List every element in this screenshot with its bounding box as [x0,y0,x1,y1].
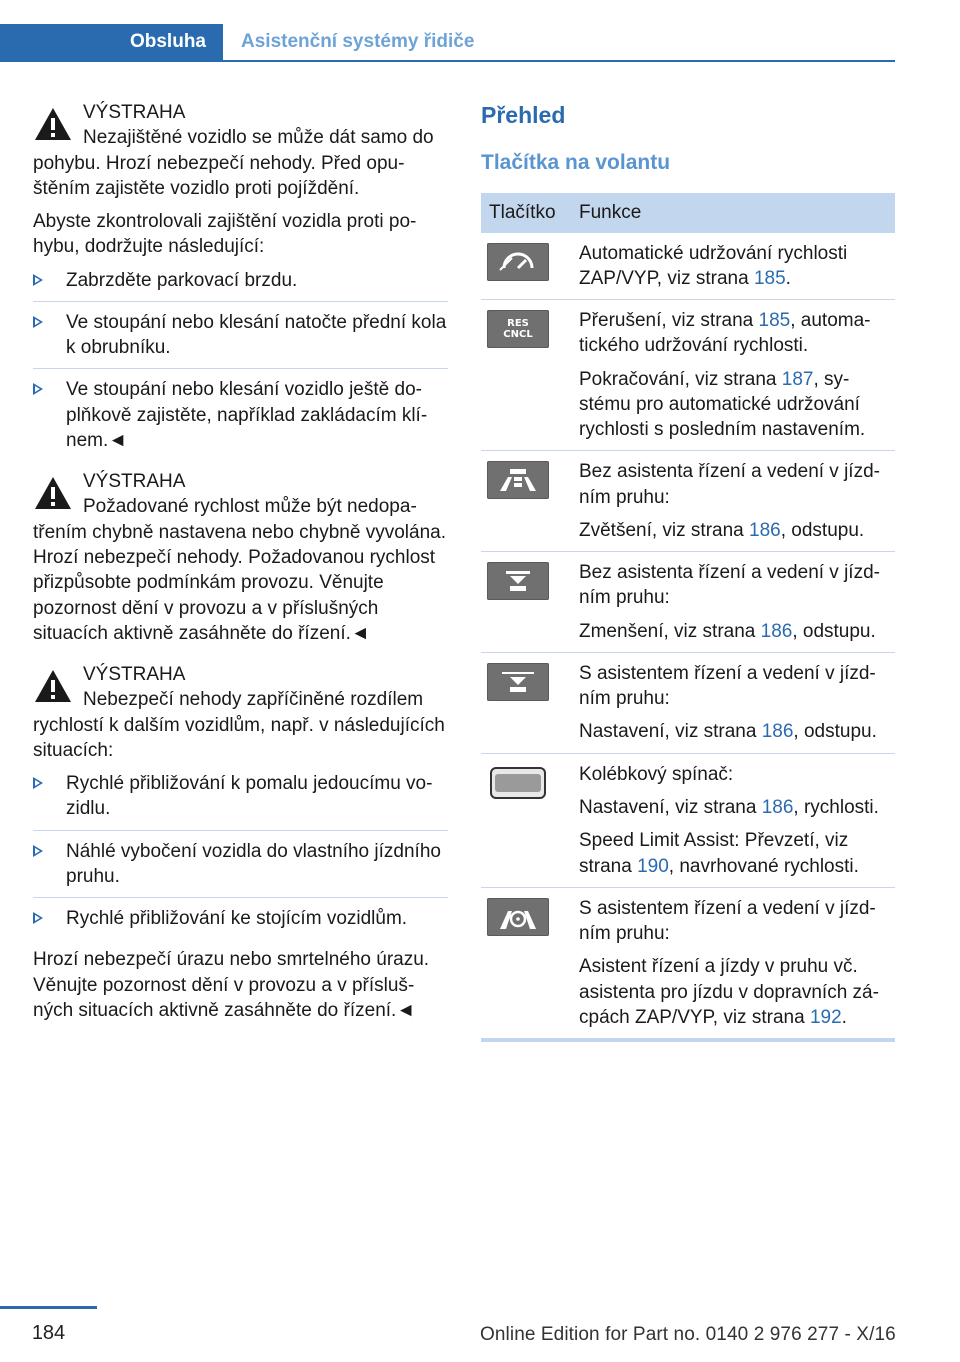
triangle-bullet-icon [33,383,43,395]
triangle-bullet-icon [33,777,43,789]
paragraph: Hrozí nebezpečí úrazu nebo smrtelného úrazu. Věnujte pozornost dění v provozu a v příslušných situacích aktivně zasáhněte do řízení.◄ [33,949,430,1021]
description-text: Bez asistenta řízení a vedení v jízdním pruhu: [579,562,880,609]
page-link[interactable]: 186 [761,721,794,743]
function-cell [571,300,895,451]
distance-decrease-icon [487,562,549,600]
table-row [481,753,895,887]
description-text: Přerušení, viz strana [579,310,759,332]
function-cell [571,753,895,887]
table-row [481,233,895,300]
cruise-control-onoff-icon [487,243,549,281]
warning-icon [33,668,73,704]
description-text: , odstupu. [780,519,865,541]
table-header-row [481,193,895,233]
column-header-button: Tlačítko [481,193,571,233]
description-text: . [785,267,791,289]
section-subheading: Tlačítka na volantu [481,150,671,174]
description-text: , rychlosti. [793,797,879,819]
right-column [481,100,895,1042]
function-cell [571,652,895,753]
distance-set-icon [487,663,549,701]
function-cell [571,887,895,1040]
paragraph: Abyste zkontrolovali zajištění vozidla proti pohybu, dodržujte následující: [33,211,417,258]
description-text: Pokračování, viz strana [579,368,782,390]
page-link[interactable]: 185 [753,267,786,289]
steering-buttons-table [481,193,895,1043]
function-description [579,619,887,644]
header-rule [0,60,895,62]
distance-increase-icon [487,461,549,499]
description-text: Nastavení, viz strana [579,721,762,743]
warning-text: Požadované rychlost může být nedopatřením chybně nastavena nebo chybně vyvolána. Hrozí nebezpečí nehody. Požadovanou rychlost přizpůsobte podmínkám provozu. Věnujte pozornost dění v provozu a v příslušných situacích aktivně zasáhněte do řízení.◄ [33,496,446,644]
function-description [579,896,887,947]
function-cell [571,233,895,300]
triangle-bullet-icon [33,845,43,857]
description-text: Bez asistenta řízení a vedení v jízdním pruhu: [579,461,880,508]
function-description [579,459,887,510]
list-item: Rychlé přibližování k pomalu jedoucímu vozidlu. [33,771,448,831]
page-link[interactable]: 190 [637,855,669,877]
description-text: Nastavení, viz strana [579,797,762,819]
description-text: , systému pro automatické udržování rychlosti s posledním nastavením. [579,368,866,441]
list-item: Ve stoupání nebo klesání natočte přední kola k obrubníku. [33,310,448,370]
page-link[interactable]: 186 [760,620,793,642]
triangle-bullet-icon [33,912,43,924]
situation-list [33,771,448,939]
header-tabs [0,24,895,62]
function-description [579,954,887,1030]
button-cell [481,552,571,653]
description-text: . [841,1006,847,1028]
function-description [579,560,887,611]
description-text: Zmenšení, viz strana [579,620,761,642]
function-cell [571,451,895,552]
page-link[interactable]: 187 [781,368,814,390]
description-text: , odstupu. [793,721,877,743]
list-item: Ve stoupání nebo klesání vozidlo ještě doplňkově zajistěte, například zakládacím klínem.◄ [33,377,448,461]
description-text: , automatického udržování rychlosti. [579,310,871,357]
page-link[interactable]: 192 [809,1006,842,1028]
warning-block [33,662,448,763]
edition-note: Online Edition for Part no. 0140 2 976 277 - X/16 [480,1324,896,1345]
button-cell [481,887,571,1040]
tab-assistance-systems[interactable]: Asistenční systémy řidiče [241,31,475,53]
table-row [481,652,895,753]
description-text: Asistent řízení a jízdy v pruhu vč. asistenta pro jízdu v dopravních zácpách ZAP/VYP, viz strana [579,956,879,1028]
warning-heading: VÝSTRAHA [83,664,186,686]
page-link[interactable]: 186 [761,797,794,819]
steering-assistant-icon [487,898,549,936]
warning-heading: VÝSTRAHA [83,102,186,123]
triangle-bullet-icon [33,316,43,328]
page-link[interactable]: 185 [758,310,791,332]
button-cell [481,300,571,451]
left-column [33,100,448,1031]
page-link[interactable]: 186 [749,519,781,541]
warning-block [33,100,448,201]
function-description [579,518,887,543]
description-text: S asistentem řízení a vedení v jízdním pruhu: [579,662,876,710]
triangle-bullet-icon [33,274,43,286]
column-header-function: Funkce [571,193,895,233]
list-item: Zabrzděte parkovací brzdu. [33,268,448,302]
page-number: 184 [31,1322,66,1344]
function-description [579,828,887,879]
tab-obsluha[interactable]: Obsluha [0,24,223,60]
res-cncl-icon: RES CNCL [487,310,549,348]
table-row [481,300,895,451]
list-item: Náhlé vybočení vozidla do vlastního jízdního pruhu. [33,839,448,899]
button-cell [481,233,571,300]
description-text: S asistentem řízení a vedení v jízdním pruhu: [579,897,876,945]
description-text: Zvětšení, viz strana [579,519,750,541]
warning-text: Nezajištěné vozidlo se může dát samo do pohybu. Hrozí nebezpečí nehody. Před opuštěním zajistěte vozidlo proti pojíždění. [33,127,434,199]
table-row [481,887,895,1040]
rocker-switch-icon [487,764,549,802]
function-description [579,367,887,443]
function-description [579,241,887,292]
function-description [579,308,887,359]
function-description [579,661,887,712]
checklist [33,268,448,462]
description-text: , odstupu. [792,620,876,642]
function-description [579,762,887,787]
button-cell [481,753,571,887]
function-description [579,719,887,744]
footer-rule [0,1306,97,1309]
warning-block [33,469,448,646]
button-cell [481,652,571,753]
description-text: , navrhované rychlosti. [668,855,859,877]
list-item: Rychlé přibližování ke stojícím vozidlům. [33,906,448,939]
button-cell [481,451,571,552]
function-description [579,795,887,820]
warning-heading: VÝSTRAHA [83,471,186,493]
warning-text: Nebezpečí nehody zapříčiněné rozdílem rychlostí k dalším vozidlům, např. v následujících situacích: [33,689,445,761]
warning-icon [33,475,73,511]
description-text: Kolébkový spínač: [579,763,734,785]
function-cell [571,552,895,653]
section-heading: Přehled [481,102,566,128]
table-row [481,552,895,653]
table-row [481,451,895,552]
description-text: Automatické udržování rychlosti ZAP/VYP, viz strana [579,242,848,289]
warning-icon [33,106,73,142]
description-text: Speed Limit Assist: Převzetí, viz strana [579,830,849,877]
